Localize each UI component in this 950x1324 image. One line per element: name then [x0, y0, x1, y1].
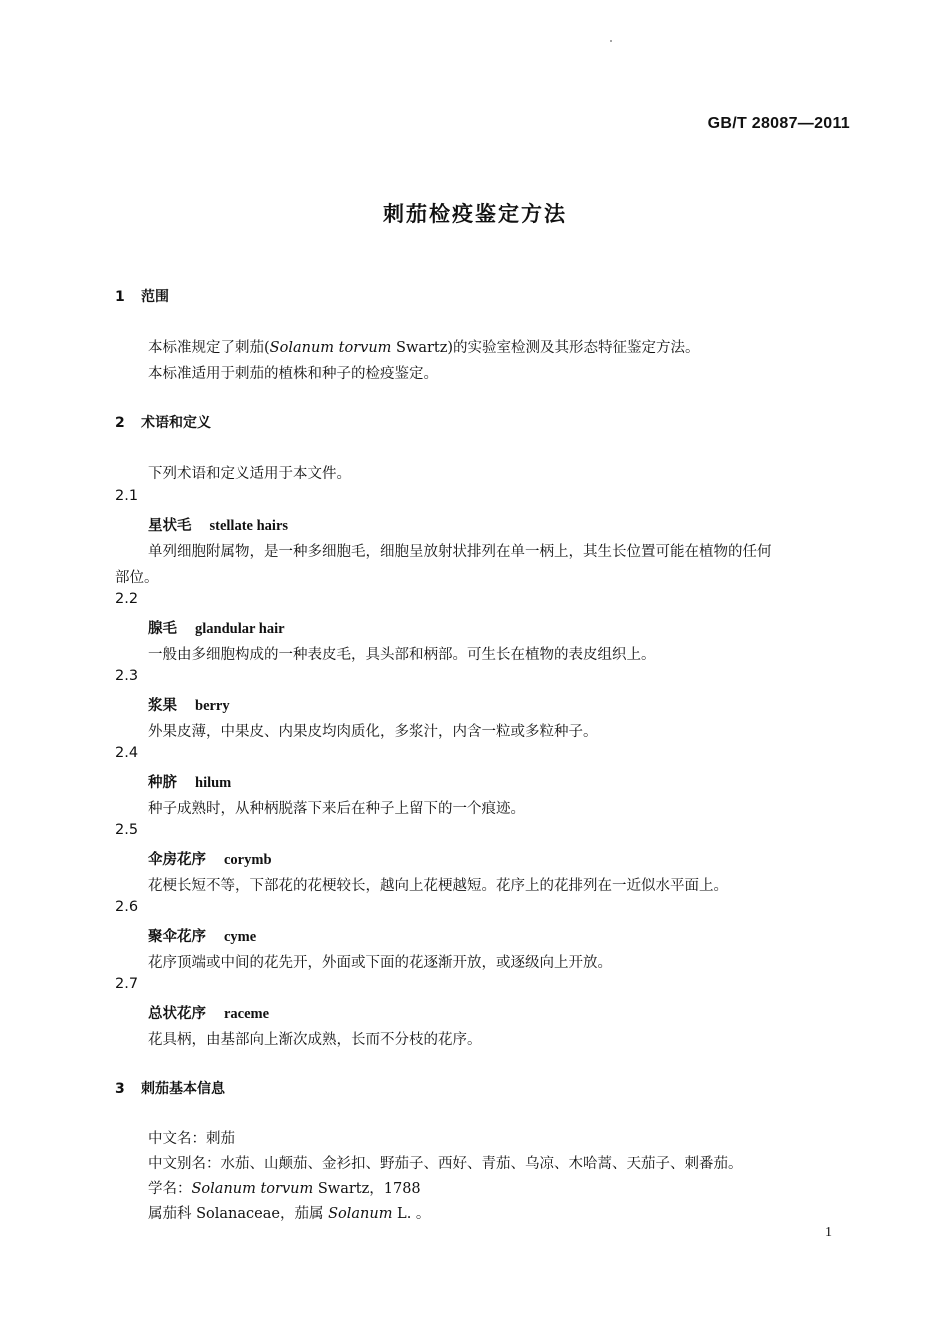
section-1-paragraph-2: 本标准适用于刺茄的植株和种子的检疫鉴定。 — [148, 366, 438, 382]
term-definition: 花序顶端或中间的花先开，外面或下面的花逐渐开放，或逐级向上开放。 — [148, 955, 612, 971]
page-number: 1 — [825, 1225, 832, 1240]
term-definition-continued: 部位。 — [115, 570, 159, 586]
term-definition: 外果皮薄，中果皮、内果皮均肉质化，多浆汁，内含一粒或多粒种子。 — [148, 724, 598, 740]
term-definition: 花具柄，由基部向上渐次成熟，长而不分枝的花序。 — [148, 1032, 482, 1048]
term-number: 2.6 — [115, 899, 139, 915]
term-number: 2.5 — [115, 822, 139, 838]
scan-speck — [610, 40, 612, 42]
term-name: 腺毛 glandular hair — [148, 621, 285, 637]
term-number: 2.3 — [115, 668, 139, 684]
term-name: 聚伞花序 cyme — [148, 929, 257, 945]
section-3-heading: 3 刺茄基本信息 — [115, 1081, 225, 1097]
term-name: 种脐 hilum — [148, 775, 232, 791]
chinese-alias: 中文别名：水茄、山颠茄、金衫扣、野茄子、西好、青茄、乌凉、木哈蒿、天茄子、刺番茄。 — [148, 1156, 743, 1172]
section-1-heading: 1 范围 — [115, 289, 169, 305]
term-number: 2.1 — [115, 488, 139, 504]
term-name: 伞房花序 corymb — [148, 852, 272, 868]
section-1-paragraph-1: 本标准规定了刺茄(Solanum torvum Swartz)的实验室检测及其形态特征鉴定方法。 — [148, 340, 700, 356]
section-2-intro: 下列术语和定义适用于本文件。 — [148, 466, 351, 482]
term-definition: 花梗长短不等，下部花的花梗较长，越向上花梗越短。花序上的花排列在一近似水平面上。 — [148, 878, 728, 894]
document-code: GB/T 28087—2011 — [707, 115, 850, 132]
term-definition: 单列细胞附属物，是一种多细胞毛，细胞呈放射状排列在单一柄上，其生长位置可能在植物的任何 — [148, 544, 772, 560]
section-2-heading: 2 术语和定义 — [115, 415, 211, 431]
term-number: 2.7 — [115, 976, 139, 992]
term-number: 2.2 — [115, 591, 139, 607]
document-title: 刺茄检疫鉴定方法 — [383, 202, 567, 226]
term-number: 2.4 — [115, 745, 139, 761]
chinese-name: 中文名：刺茄 — [148, 1131, 235, 1147]
term-definition: 一般由多细胞构成的一种表皮毛，具头部和柄部。可生长在植物的表皮组织上。 — [148, 647, 656, 663]
term-name: 浆果 berry — [148, 698, 230, 714]
term-name: 总状花序 raceme — [148, 1006, 270, 1022]
term-definition: 种子成熟时，从种柄脱落下来后在种子上留下的一个痕迹。 — [148, 801, 525, 817]
family-genus: 属茄科 Solanaceae，茄属 Solanum L. 。 — [148, 1206, 431, 1222]
scientific-name: 学名：Solanum torvum Swartz，1788 — [148, 1181, 421, 1197]
term-name: 星状毛 stellate hairs — [148, 518, 289, 534]
